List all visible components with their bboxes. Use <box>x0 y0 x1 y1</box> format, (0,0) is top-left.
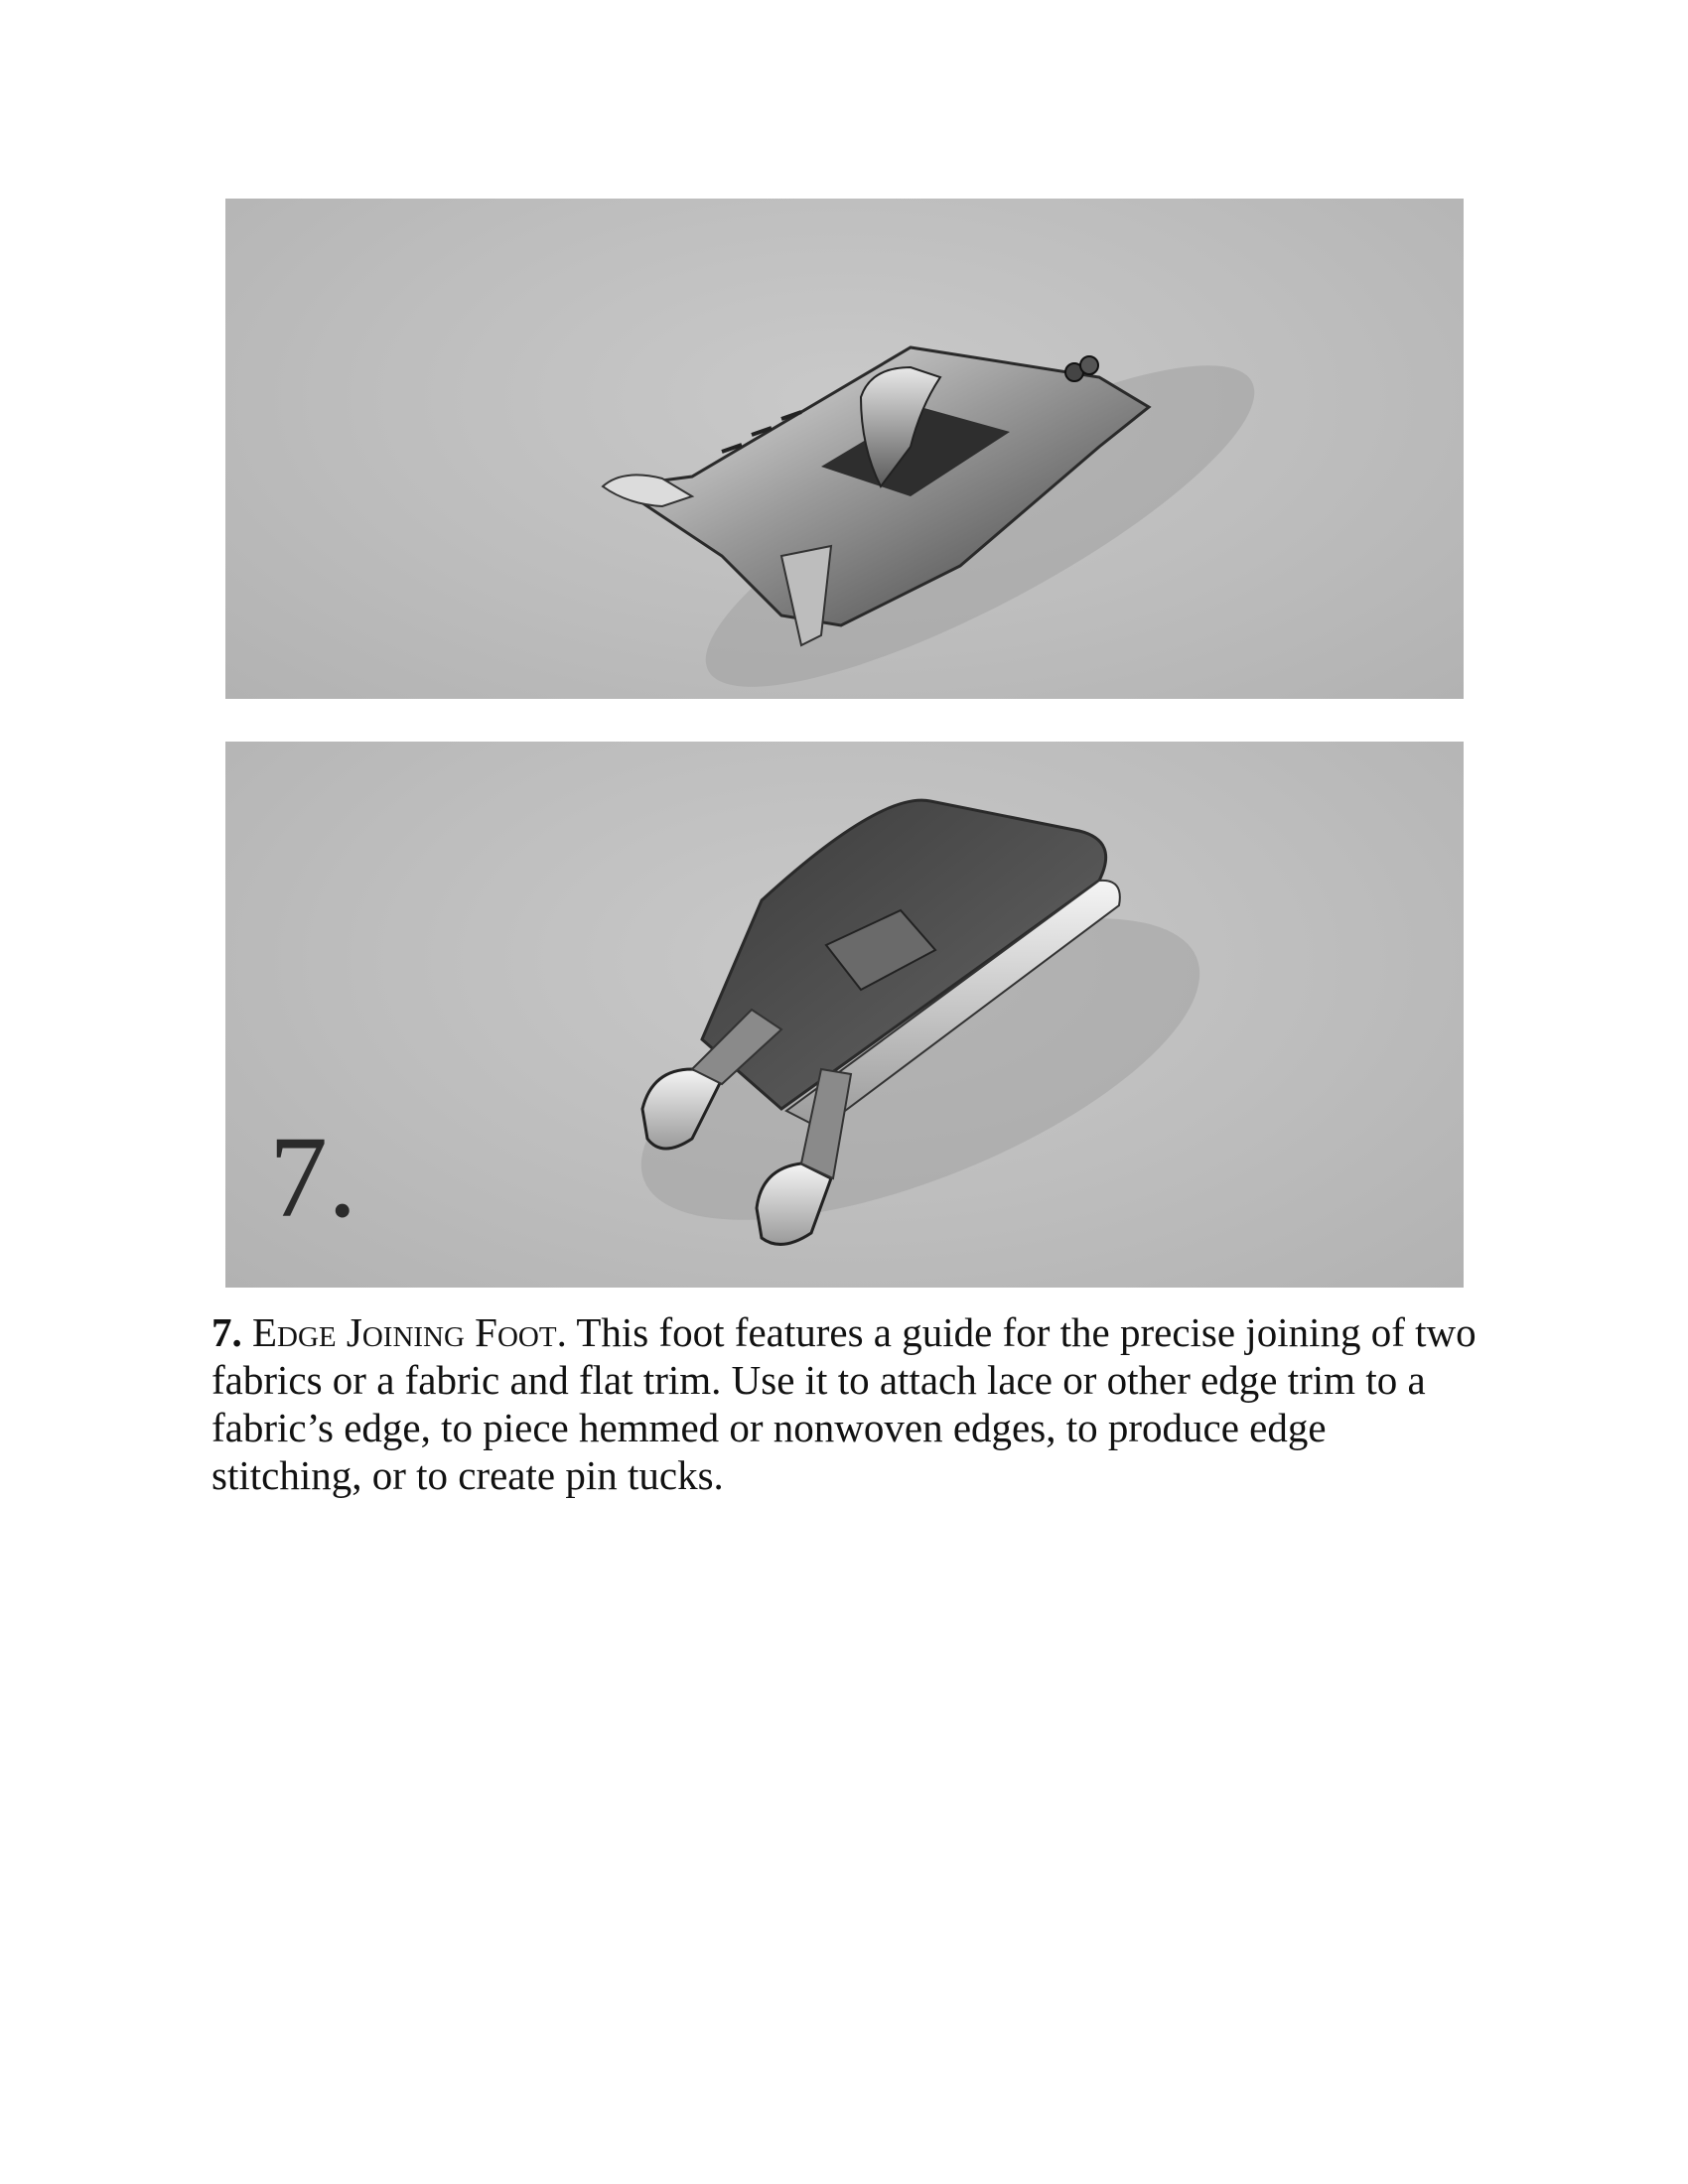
presser-foot-photo-top <box>225 199 1464 699</box>
caption-body: This foot features a guide for the precise joining of two fabrics or a fabric and flat trim. Use it to attach lace or other edge trim to a fabric’s edge, to piece hemmed or nonwoven edges, to produce edge stitching, or to create pin tucks. <box>211 1309 1477 1498</box>
presser-foot-illustration-bottom <box>225 742 1464 1288</box>
figure-label: 7. <box>269 1112 357 1242</box>
figure-caption <box>211 1308 1477 1499</box>
caption-number: 7. <box>211 1309 242 1355</box>
presser-foot-illustration-top <box>225 199 1464 699</box>
caption-title: Edge Joining Foot. <box>252 1309 567 1355</box>
presser-foot-photo-bottom <box>225 742 1464 1288</box>
